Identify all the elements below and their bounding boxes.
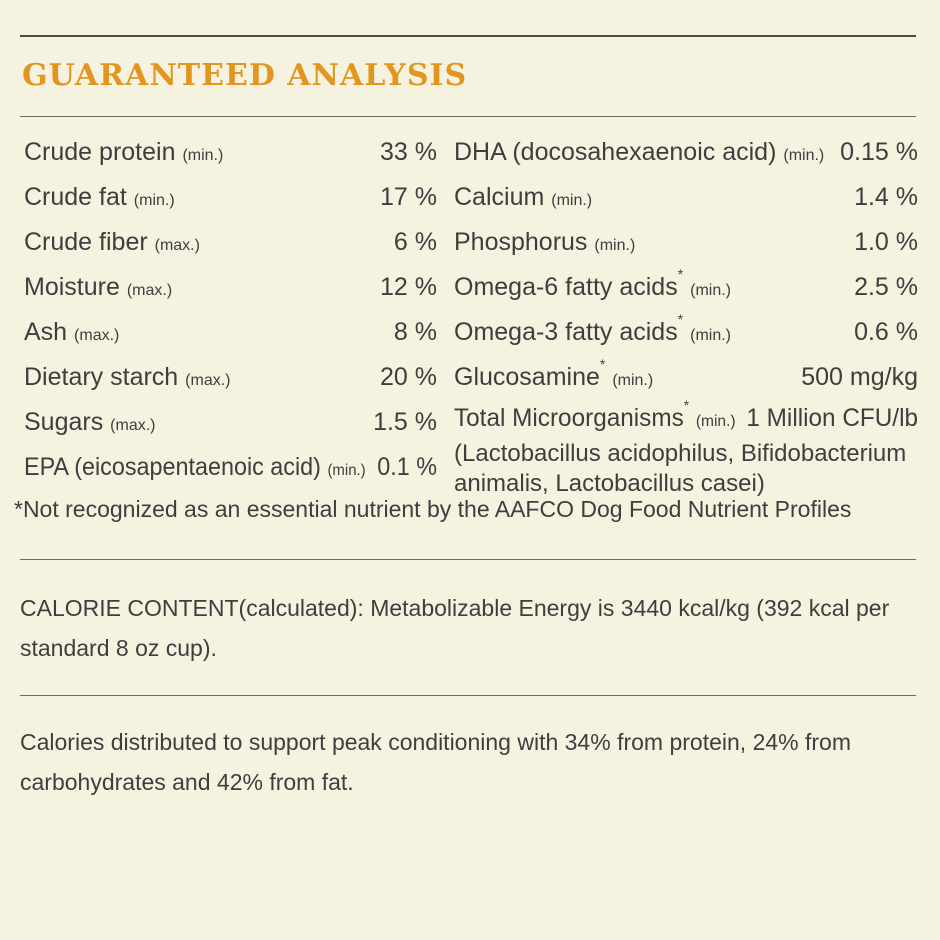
nutrient-row-total-microorganisms	[454, 398, 918, 439]
nutrient-value: 33 %	[380, 138, 437, 166]
nutrient-value: 0.15 %	[840, 138, 918, 166]
nutrient-value: 1 Million CFU/lb	[746, 404, 918, 432]
microorganisms-list-line-1: (Lactobacillus acidophilus, Bifidobacterium	[454, 440, 907, 467]
nutrient-row-calcium	[454, 177, 918, 222]
nutrient-name: Sugars	[24, 408, 104, 436]
top-rule	[20, 35, 916, 37]
asterisk-marker: *	[683, 397, 690, 413]
nutrient-qualifier: (min.)	[594, 237, 636, 254]
nutrient-value: 17 %	[380, 183, 437, 211]
nutrient-value: 1.0 %	[854, 228, 918, 256]
calorie-content-text: (calculated): Metabolizable Energy is 3440 kcal/kg (392 kcal per standard 8 oz cup).	[20, 595, 890, 661]
microorganisms-list-line-2: animalis, Lactobacillus casei)	[454, 470, 765, 497]
nutrient-qualifier: (min.)	[695, 413, 736, 430]
nutrient-name: Dietary starch	[24, 363, 179, 391]
nutrient-column-right	[454, 132, 918, 499]
nutrient-row-dietary-starch	[24, 357, 437, 402]
nutrient-name: Crude protein	[24, 138, 176, 166]
nutrient-qualifier: (min.)	[690, 282, 732, 299]
nutrient-row-omega-3	[454, 312, 918, 357]
nutrient-name: Ash	[24, 318, 68, 346]
nutrient-row-moisture	[24, 267, 437, 312]
nutrient-qualifier: (max.)	[154, 237, 200, 254]
nutrient-row-crude-fat	[24, 177, 437, 222]
nutrient-name: Total Microorganisms	[454, 404, 684, 432]
calorie-distribution: Calories distributed to support peak conditioning with 34% from protein, 24% from carbohydrates and 42% from fat.	[20, 729, 851, 795]
nutrient-qualifier: (min.)	[133, 192, 175, 209]
nutrient-qualifier: (min.)	[182, 147, 224, 164]
nutrient-qualifier: (min.)	[551, 192, 593, 209]
nutrient-value: 500 mg/kg	[801, 363, 918, 391]
nutrient-row-phosphorus	[454, 222, 918, 267]
nutrient-name: DHA (docosahexaenoic acid)	[454, 138, 777, 166]
nutrient-name: EPA (eicosapentaenoic acid)	[24, 453, 321, 481]
nutrient-value: 0.6 %	[854, 318, 918, 346]
section-title: GUARANTEED ANALYSIS	[22, 58, 468, 93]
nutrient-qualifier: (max.)	[185, 372, 231, 389]
nutrient-row-omega-6	[454, 267, 918, 312]
nutrient-name: Moisture	[24, 273, 120, 301]
nutrient-name: Phosphorus	[454, 228, 588, 256]
nutrient-qualifier: (min.)	[783, 147, 825, 164]
nutrient-value: 0.1 %	[377, 453, 437, 481]
nutrient-qualifier: (min.)	[612, 372, 654, 389]
nutrient-name: Omega-3 fatty acids	[454, 318, 678, 346]
nutrient-value: 20 %	[380, 363, 437, 391]
nutrient-name: Glucosamine	[454, 363, 600, 391]
nutrient-row-ash	[24, 312, 437, 357]
nutrient-value: 1.5 %	[373, 408, 437, 436]
nutrient-row-crude-protein	[24, 132, 437, 177]
title-underline	[20, 116, 916, 117]
nutrient-row-dha	[454, 132, 918, 177]
nutrient-qualifier: (min.)	[327, 462, 366, 479]
footnote: *Not recognized as an essential nutrient by the AAFCO Dog Food Nutrient Profiles	[14, 496, 852, 522]
nutrient-value: 2.5 %	[854, 273, 918, 301]
nutrient-column-left	[24, 132, 437, 492]
nutrient-name: Crude fiber	[24, 228, 148, 256]
nutrient-name: Calcium	[454, 183, 545, 211]
nutrient-name: Crude fat	[24, 183, 127, 211]
nutrient-qualifier: (min.)	[690, 327, 732, 344]
nutrient-value: 12 %	[380, 273, 437, 301]
nutrient-value: 6 %	[393, 228, 437, 256]
asterisk-marker: *	[677, 311, 684, 327]
nutrient-row-epa	[24, 447, 437, 492]
calorie-content-label: CALORIE CONTENT	[20, 595, 239, 621]
nutrient-row-sugars	[24, 402, 437, 447]
nutrient-row-crude-fiber	[24, 222, 437, 267]
nutrient-qualifier: (max.)	[74, 327, 120, 344]
asterisk-marker: *	[599, 356, 606, 372]
nutrient-qualifier: (max.)	[110, 417, 156, 434]
nutrient-value: 1.4 %	[854, 183, 918, 211]
nutrient-name: Omega-6 fatty acids	[454, 273, 678, 301]
divider-after-calorie	[20, 695, 916, 696]
calorie-content	[20, 588, 920, 668]
asterisk-marker: *	[677, 266, 684, 282]
nutrient-value: 8 %	[393, 318, 437, 346]
nutrient-qualifier: (max.)	[126, 282, 173, 299]
nutrient-row-glucosamine	[454, 357, 918, 398]
divider-after-footnote	[20, 559, 916, 560]
